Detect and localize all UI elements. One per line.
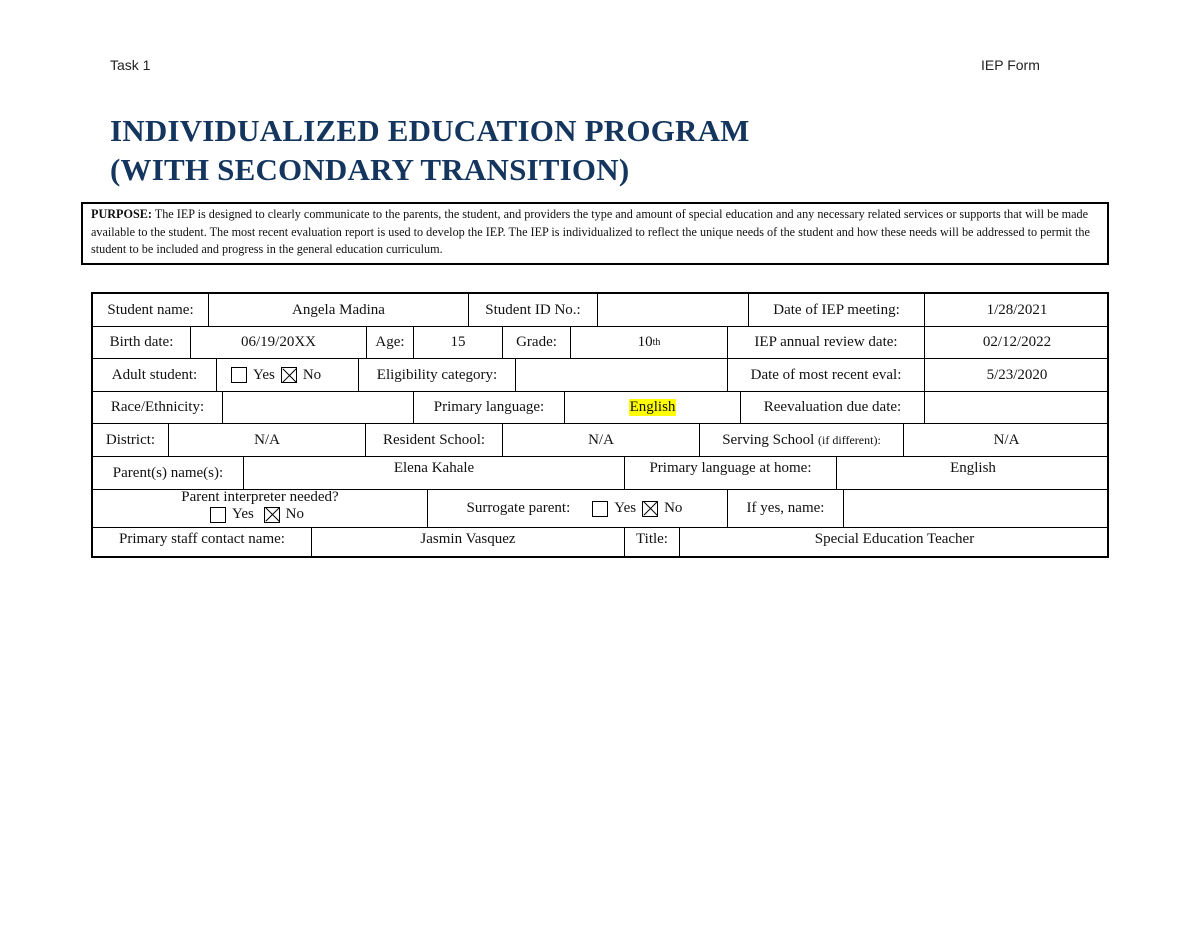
annual-review-label: IEP annual review date: bbox=[728, 327, 925, 358]
serving-school-field[interactable]: N/A bbox=[993, 431, 1020, 448]
form-row-4 bbox=[93, 392, 1107, 424]
home-language-field[interactable]: English bbox=[950, 460, 996, 476]
header-left: Task 1 bbox=[110, 57, 151, 73]
serving-school-label: Serving School bbox=[722, 431, 815, 448]
annual-review-field[interactable]: 02/12/2022 bbox=[982, 334, 1052, 350]
adult-no-checkbox[interactable] bbox=[281, 367, 297, 383]
primary-language-value: English bbox=[629, 399, 676, 415]
student-name-field[interactable]: Angela Madina bbox=[209, 294, 469, 326]
age-field[interactable]: 15 bbox=[414, 327, 503, 358]
interpreter-no-checkbox[interactable] bbox=[264, 507, 280, 523]
primary-language-field[interactable] bbox=[565, 392, 741, 423]
surrogate-yes-label: Yes bbox=[614, 500, 637, 516]
primary-language-label: Primary language: bbox=[414, 392, 565, 423]
interpreter-yes-checkbox[interactable] bbox=[210, 507, 226, 523]
recent-eval-field[interactable]: 5/23/2020 bbox=[986, 366, 1048, 383]
grade-value: 10 bbox=[637, 334, 653, 350]
purpose-text: The IEP is designed to clearly communicate to the parents, the student, and providers the type and amount of special education and any necessary related services or supports that will be made available to the student. The most recent evaluation report is used to develop the IEP. The IEP is individualized to reflect the unique needs of the student and how these needs will be addressed to permit the student to be included and progress in the general education curriculum. bbox=[91, 207, 1090, 256]
age-label: Age: bbox=[367, 327, 414, 358]
grade-field[interactable] bbox=[571, 327, 728, 358]
form-row-7 bbox=[93, 490, 1107, 528]
home-language-label: Primary language at home: bbox=[625, 457, 837, 489]
purpose-box bbox=[81, 202, 1109, 265]
recent-eval-label: Date of most recent eval: bbox=[728, 359, 925, 391]
student-id-label: Student ID No.: bbox=[469, 294, 598, 326]
form-row-3 bbox=[93, 359, 1107, 392]
reevaluation-label: Reevaluation due date: bbox=[741, 392, 925, 423]
resident-school-field[interactable]: N/A bbox=[503, 424, 700, 456]
form-row-8 bbox=[93, 528, 1107, 558]
if-yes-label: If yes, name: bbox=[728, 490, 844, 527]
staff-contact-label: Primary staff contact name: bbox=[93, 528, 312, 558]
grade-suffix: th bbox=[652, 337, 661, 348]
race-field[interactable] bbox=[223, 392, 414, 423]
staff-contact-field[interactable]: Jasmin Vasquez bbox=[312, 528, 625, 558]
adult-no-label: No bbox=[302, 366, 322, 383]
surrogate-yes-checkbox[interactable] bbox=[592, 501, 608, 517]
student-info-form bbox=[91, 292, 1109, 558]
form-row-5 bbox=[93, 424, 1107, 457]
eligibility-label: Eligibility category: bbox=[359, 359, 516, 391]
interpreter-yes-label: Yes bbox=[232, 506, 254, 523]
grade-label: Grade: bbox=[503, 327, 571, 358]
form-row-2 bbox=[93, 327, 1107, 359]
form-row-6 bbox=[93, 457, 1107, 490]
student-name-label: Student name: bbox=[93, 294, 209, 326]
surrogate-no-checkbox[interactable] bbox=[642, 501, 658, 517]
interpreter-no-label: No bbox=[285, 506, 304, 523]
page-subtitle: (WITH SECONDARY TRANSITION) bbox=[110, 152, 630, 187]
eligibility-field[interactable] bbox=[516, 359, 728, 391]
page-title: INDIVIDUALIZED EDUCATION PROGRAM bbox=[110, 113, 750, 148]
birth-date-field[interactable]: 06/19/20XX bbox=[191, 327, 367, 358]
race-label: Race/Ethnicity: bbox=[93, 392, 223, 423]
birth-date-label: Birth date: bbox=[93, 327, 191, 358]
surrogate-no-label: No bbox=[664, 500, 683, 516]
reevaluation-field[interactable] bbox=[925, 392, 1109, 423]
surrogate-cell bbox=[428, 490, 728, 527]
surrogate-label: Surrogate parent: bbox=[466, 500, 571, 516]
serving-school-note: (if different): bbox=[818, 432, 881, 447]
if-yes-name-field[interactable] bbox=[844, 490, 1109, 527]
adult-yes-checkbox[interactable] bbox=[231, 367, 247, 383]
serving-school-label-cell bbox=[700, 424, 904, 456]
interpreter-label: Parent interpreter needed? bbox=[181, 489, 339, 506]
adult-yes-label: Yes bbox=[253, 366, 275, 383]
interpreter-cell bbox=[93, 490, 428, 527]
resident-school-label: Resident School: bbox=[366, 424, 503, 456]
parent-name-label: Parent(s) name(s): bbox=[93, 457, 244, 489]
adult-student-label: Adult student: bbox=[93, 359, 217, 391]
adult-student-options bbox=[217, 359, 359, 391]
staff-title-field[interactable]: Special Education Teacher bbox=[814, 531, 975, 547]
student-id-field[interactable] bbox=[598, 294, 749, 326]
parent-name-field[interactable]: Elena Kahale bbox=[244, 457, 625, 489]
district-label: District: bbox=[93, 424, 169, 456]
iep-meeting-field[interactable]: 1/28/2021 bbox=[986, 301, 1048, 318]
form-row-1 bbox=[93, 294, 1107, 327]
header-right: IEP Form bbox=[981, 57, 1040, 73]
staff-title-label: Title: bbox=[625, 528, 680, 558]
purpose-label: PURPOSE: bbox=[91, 207, 152, 221]
iep-meeting-label: Date of IEP meeting: bbox=[749, 294, 925, 326]
district-field[interactable]: N/A bbox=[169, 424, 366, 456]
